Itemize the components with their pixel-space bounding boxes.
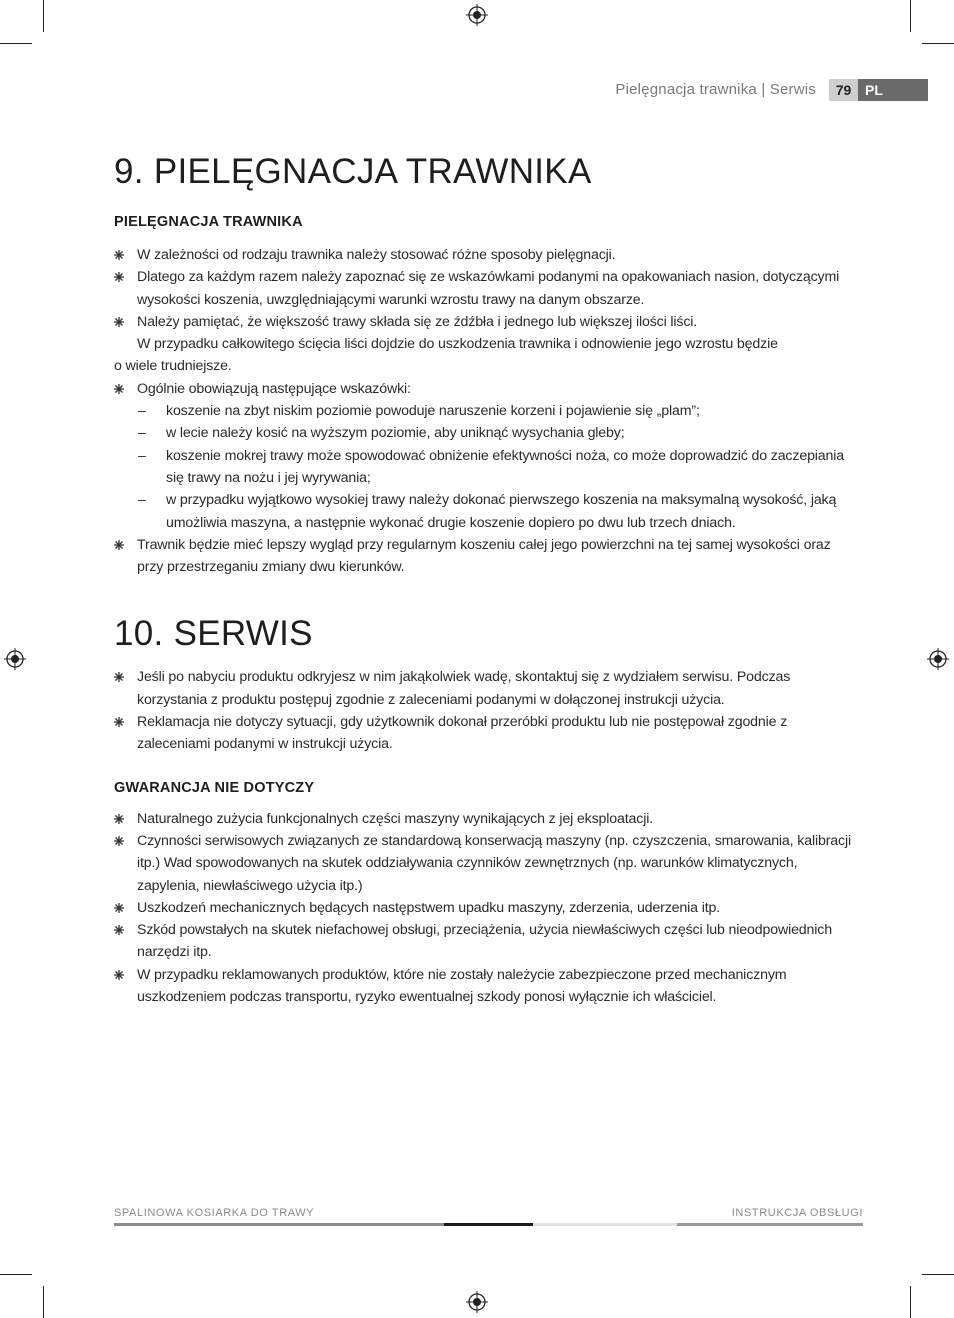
list-item [114, 711, 859, 756]
list-item [114, 666, 859, 711]
footer-rule [533, 1223, 677, 1226]
list-item [114, 919, 859, 964]
language-badge: PL [858, 79, 928, 101]
item-text: Dlatego za każdym razem należy zapoznać się ze wskazówkami podanymi na opakowaniach nasion, dotyczącymi wysokości koszenia, uwzględniającymi warunki wzrostu trawy na danym obszarze. [137, 269, 840, 308]
dash-marker: – [138, 425, 146, 442]
lawn-care-list [114, 244, 859, 333]
list-item [114, 266, 859, 311]
dash-item [114, 422, 859, 444]
paragraph-continuation: W przypadku całkowitego ścięcia liści dojdzie do uszkodzenia trawnika i odnowienie jego wzrostu będzie [137, 336, 778, 353]
item-text: Szkód powstałych na skutek niefachowej obsługi, przeciążenia, użycia niewłaściwych części lub nieodpowiednich narzędzi itp. [137, 922, 832, 961]
crop-mark [922, 43, 954, 44]
crop-mark [910, 0, 911, 32]
warranty-exclusions-list [114, 808, 859, 1009]
section-title-lawn-care: 9. PIELĘGNACJA TRAWNIKA [114, 152, 592, 191]
item-text: w lecie należy kosić na wyższym poziomie, aby uniknąć wysychania gleby; [166, 425, 625, 442]
snowflake-bullet-icon [114, 384, 124, 394]
footer-rule [444, 1223, 533, 1226]
list-item [114, 830, 859, 897]
snowflake-bullet-icon [114, 250, 124, 260]
crop-mark [43, 0, 44, 32]
snowflake-bullet-icon [114, 925, 124, 935]
item-text: Należy pamiętać, że większość trawy składa się ze źdźbła i jednego lub większej ilości liści. [137, 313, 698, 330]
paragraph-continuation: o wiele trudniejsze. [114, 358, 232, 375]
snowflake-bullet-icon [114, 717, 124, 727]
item-text: W przypadku reklamowanych produktów, które nie zostały należycie zabezpieczone przed mechanicznym uszkodzeniem podczas transportu, ryzyko ewentualnej szkody ponosi wyłącznie ich właściciel. [137, 966, 787, 1006]
list-item [114, 534, 859, 579]
registration-mark-icon [466, 1291, 488, 1313]
registration-mark-icon [927, 648, 949, 670]
item-text: koszenie na zbyt niskim poziomie powoduje naruszenie korzeni i pojawienie się „plam”; [166, 403, 700, 420]
snowflake-bullet-icon [114, 903, 124, 913]
list-item [114, 378, 859, 400]
list-item [114, 897, 859, 919]
item-text: Trawnik będzie mieć lepszy wygląd przy regularnym koszeniu całej jego powierzchni na tej samej wysokości oraz przy przestrzeganiu zmiany dwu kierunków. [137, 536, 831, 576]
list-item [114, 964, 859, 1009]
item-text: Czynności serwisowych związanych ze standardową konserwacją maszyny (np. czyszczenia, smarowania, kalibracji itp.) Wad spowodowanych na skutek oddziaływania czynników zewnętrznych (np. warunków klimatycznych, zapylenia, niewłaściwego użycia itp.) [137, 832, 851, 894]
item-text: W zależności od rodzaju trawnika należy stosować różne sposoby pielęgnacji. [137, 247, 616, 263]
list-item [114, 808, 859, 830]
dash-marker: – [138, 403, 146, 420]
item-text: Jeśli po nabyciu produktu odkryjesz w nim jakąkolwiek wadę, skontaktuj się z wydziałem serwisu. Podczas korzystania z produktu postępuj zgodnie z zaleceniami podanymi w dołączonej instrukcji użycia. [137, 669, 791, 708]
page-content [114, 150, 859, 1008]
crop-mark [0, 1274, 32, 1275]
section-title-service: 10. SERWIS [114, 614, 313, 654]
dash-item [114, 489, 859, 534]
crop-mark [922, 1274, 954, 1275]
snowflake-bullet-icon [114, 970, 124, 980]
footer-document-type: INSTRUKCJA OBSŁUGI [731, 1207, 863, 1219]
snowflake-bullet-icon [114, 672, 124, 682]
item-text: w przypadku wyjątkowo wysokiej trawy należy dokonać pierwszego koszenia na maksymalną wysokość, jaką umożliwia maszyna, a następnie wykonać drugie koszenie dopiero po dwu lub trzech dniach. [166, 492, 837, 531]
subsection-title-lawn-care: PIELĘGNACJA TRAWNIKA [114, 214, 303, 230]
item-text: Ogólnie obowiązują następujące wskazówki: [137, 380, 411, 397]
crop-mark [910, 1286, 911, 1318]
snowflake-bullet-icon [114, 814, 124, 824]
item-text: Reklamacja nie dotyczy sytuacji, gdy użytkownik dokonał przeróbki produktu lub nie postępował zgodnie z zaleceniami podanymi w instrukcji użycia. [137, 714, 788, 753]
item-text: Naturalnego zużycia funkcjonalnych części maszyny wynikających z jej eksploatacji. [137, 810, 654, 827]
subsection-title-warranty: GWARANCJA NIE DOTYCZY [114, 779, 315, 796]
crop-mark [0, 43, 32, 44]
dash-marker: – [138, 447, 146, 464]
running-header: Pielęgnacja trawnika | Serwis [615, 81, 816, 98]
snowflake-bullet-icon [114, 317, 124, 327]
item-text: koszenie mokrej trawy może spowodować obniżenie efektywności noża, co może doprowadzić do zaczepiania się trawy na nożu i jej wyrywania; [166, 447, 845, 486]
service-list [114, 666, 859, 755]
dash-item [114, 445, 859, 490]
page-number: 79 [829, 79, 858, 101]
dash-item [114, 400, 859, 422]
footer-rule [677, 1223, 863, 1226]
guidelines-dash-list [114, 400, 859, 534]
dash-marker: – [138, 492, 146, 509]
snowflake-bullet-icon [114, 836, 124, 846]
crop-mark [43, 1286, 44, 1318]
list-item [114, 311, 859, 333]
registration-mark-icon [4, 648, 26, 670]
lawn-care-list [114, 534, 859, 579]
snowflake-bullet-icon [114, 540, 124, 550]
footer-rule [114, 1223, 444, 1226]
lawn-care-list [114, 378, 859, 400]
footer-product-name: SPALINOWA KOSIARKA DO TRAWY [114, 1207, 315, 1219]
registration-mark-icon [466, 4, 488, 26]
item-text: Uszkodzeń mechanicznych będących następstwem upadku maszyny, zderzenia, uderzenia itp. [137, 899, 721, 916]
list-item [114, 244, 859, 266]
snowflake-bullet-icon [114, 272, 124, 282]
